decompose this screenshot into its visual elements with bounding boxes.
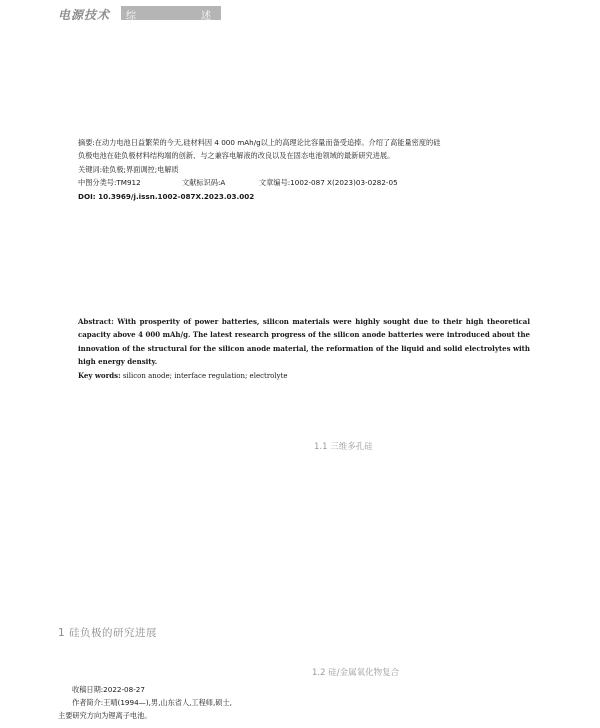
research-direction: 主要研究方向为锂离子电池。	[58, 711, 152, 720]
en-keywords-text: silicon anode; interface regulation; electrolyte	[120, 371, 288, 380]
article-number: 文章编号:1002-087 X(2023)03-0282-05	[259, 178, 398, 188]
column-label	[121, 6, 221, 20]
chinese-abstract	[78, 136, 534, 203]
column-char-2: 述	[201, 11, 211, 22]
english-abstract	[78, 315, 530, 383]
author-bio: 作者简介:王晴(1994—),男,山东省人,工程师,硕士,	[72, 698, 232, 707]
en-abstract-text: Abstract: With prosperity of power batteries, silicon materials were highly sought due to their high theoretical capacity above 4 000 mAh/g. The latest research progress of the silicon anode batteries were introduced about the innovation of the structural for the silicon anode material, the reformation of the liquid and solid electrolytes with high energy density.	[78, 317, 530, 367]
received-date: 收稿日期:2022-08-27	[72, 685, 145, 694]
section-1-1-heading: 1.1 三维多孔硅	[314, 442, 373, 452]
doi: DOI: 10.3969/j.issn.1002-087X.2023.03.002	[78, 191, 255, 201]
cn-abstract-line-1: 摘要:在动力电池日益繁荣的今天,硅材料因 4 000 mAh/g以上的高理论比容量而备受追捧。介绍了高能量密度的硅	[78, 138, 441, 147]
en-keywords	[78, 369, 530, 383]
footnote	[58, 683, 232, 722]
cn-abstract-line-2: 负极电池在硅负极材料结构端的创新、与之兼容电解液的改良以及在固态电池领域的最新研究进展。	[78, 151, 395, 161]
cn-keywords: 关键词:硅负极;界面调控;电解质	[78, 164, 179, 174]
section-1-2-heading: 1.2 硅/金属氧化物复合	[312, 668, 400, 678]
column-char-1: 综	[126, 11, 136, 22]
document-code: 文献标识码:A	[182, 178, 226, 188]
classification-line	[78, 176, 534, 189]
journal-title: 电源技术	[58, 8, 111, 22]
section-1-heading: 1 硅负极的研究进展	[58, 627, 158, 639]
clc-number: 中图分类号:TM912	[78, 178, 141, 188]
en-keywords-label: Key words:	[78, 370, 121, 380]
